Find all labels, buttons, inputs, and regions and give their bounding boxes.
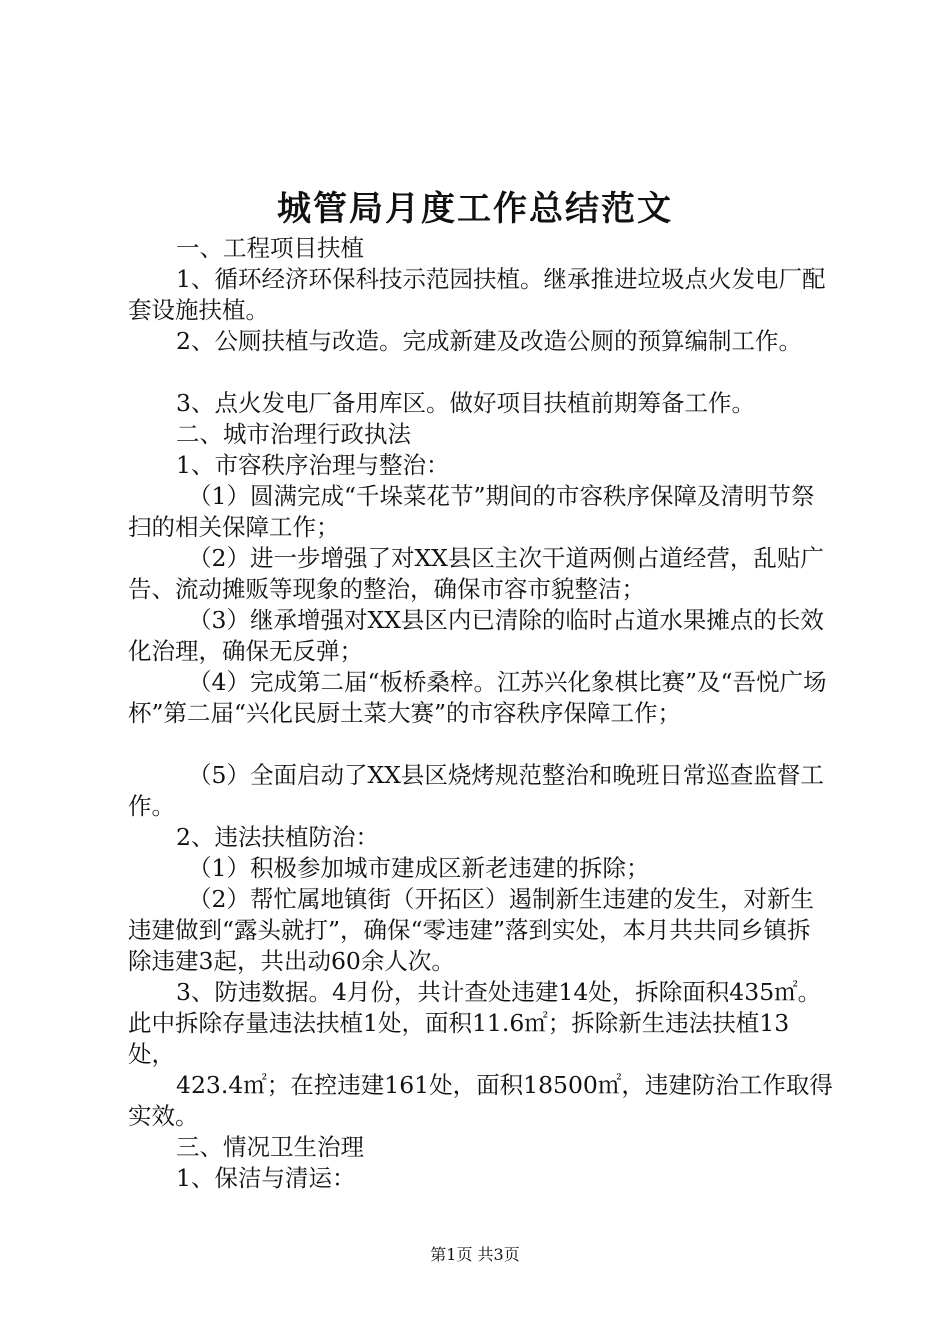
document-title: 城管局月度工作总结范文 bbox=[277, 189, 673, 229]
blank-line bbox=[128, 729, 834, 760]
section-heading: 二、城市治理行政执法 bbox=[176, 420, 411, 448]
paragraph: （2）帮忙属地镇街（开拓区）遏制新生违建的发生，对新生违建做到“露头就打”，确保“零违建”落到实处，本月共共同乡镇拆除违建3起，共出动60余人次。 bbox=[128, 885, 814, 975]
paragraph: （2）进一步增强了对XX县区主次干道两侧占道经营，乱贴广告、流动摊贩等现象的整治，确保市容市貌整洁； bbox=[128, 544, 824, 603]
paragraph: 2、公厕扶植与改造。完成新建及改造公厕的预算编制工作。 bbox=[176, 327, 802, 355]
blank-line bbox=[128, 357, 834, 388]
paragraph: 3、防违数据。4月份，共计查处违建14处，拆除面积435㎡。此中拆除存量违法扶植1处，面积11.6㎡；拆除新生违法扶植13处， bbox=[128, 978, 822, 1068]
paragraph: 423.4㎡；在控违建161处，面积18500㎡，违建防治工作取得实效。 bbox=[128, 1071, 833, 1130]
section-heading: 三、情况卫生治理 bbox=[176, 1133, 364, 1161]
paragraph: （1）圆满完成“千垛菜花节”期间的市容秩序保障及清明节祭扫的相关保障工作； bbox=[128, 482, 815, 541]
paragraph: 3、点火发电厂备用库区。做好项目扶植前期筹备工作。 bbox=[176, 389, 755, 417]
paragraph: （4）完成第二届“板桥桑梓。江苏兴化象棋比赛”及“吾悦广场杯”第二届“兴化民厨土菜大赛”的市容秩序保障工作； bbox=[128, 668, 827, 727]
paragraph: （3）继承增强对XX县区内已清除的临时占道水果摊点的长效化治理，确保无反弹； bbox=[128, 606, 824, 665]
paragraph: 1、循环经济环保科技示范园扶植。继承推进垃圾点火发电厂配套设施扶植。 bbox=[128, 265, 826, 324]
paragraph: 2、违法扶植防治： bbox=[176, 823, 379, 851]
paragraph: 1、保洁与清运： bbox=[176, 1164, 356, 1192]
paragraph: （1）积极参加城市建成区新老违建的拆除； bbox=[188, 854, 650, 882]
paragraph: （5）全面启动了XX县区烧烤规范整治和晚班日常巡查监督工作。 bbox=[128, 761, 824, 820]
section-heading: 一、工程项目扶植 bbox=[176, 234, 364, 262]
document-body bbox=[128, 233, 834, 1194]
page-footer: 第1页 共3页 bbox=[430, 1245, 520, 1264]
paragraph: 1、市容秩序治理与整治： bbox=[176, 451, 450, 479]
